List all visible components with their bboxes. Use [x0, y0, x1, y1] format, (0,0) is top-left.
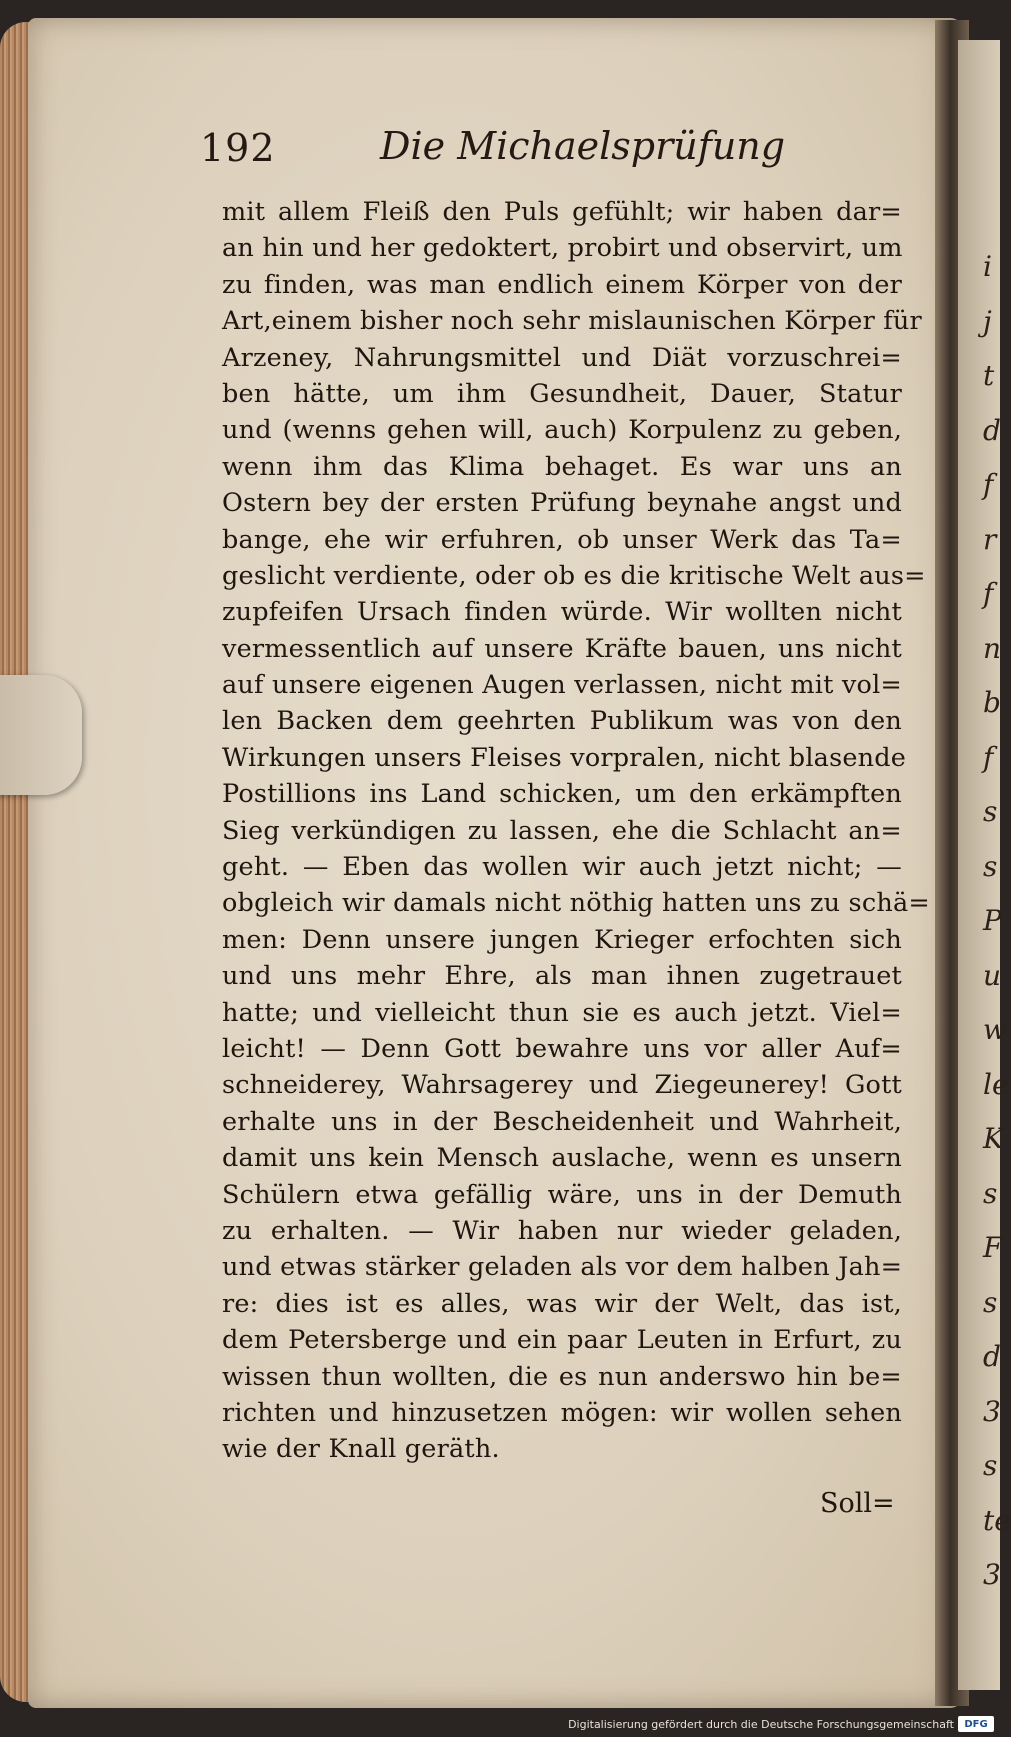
facing-page-glyph: f	[983, 577, 994, 610]
facing-page-glyph: d	[983, 413, 1001, 447]
text-line: schneiderey, Wahrsagerey und Ziegeunerey! Gott	[222, 1070, 902, 1101]
text-line: zu erhalten. — Wir haben nur wieder geladen,	[222, 1215, 902, 1246]
facing-page-glyph: u	[983, 958, 1002, 992]
text-line: Art,einem bisher noch sehr mislaunischen Körper für	[222, 306, 922, 337]
body-text	[222, 194, 930, 1468]
catchword: Soll=	[820, 1488, 895, 1519]
text-line: bange, ehe wir erfuhren, ob unser Werk das Ta=	[222, 524, 902, 555]
facing-page-glyph: s	[983, 795, 998, 828]
facing-page-glyph: j	[983, 304, 992, 338]
text-line: Ostern bey der ersten Prüfung beynahe angst und	[222, 488, 902, 519]
facing-page-glyph: le	[983, 1067, 1009, 1101]
facing-page-glyph: t	[983, 359, 995, 392]
text-line: damit uns kein Mensch auslache, wenn es unsern	[222, 1143, 902, 1174]
facing-page-glyph: F	[983, 1231, 1003, 1264]
text-line: mit allem Fleiß den Puls gefühlt; wir haben dar=	[222, 197, 902, 227]
text-line: geht. — Eben das wollen wir auch jetzt nicht; —	[222, 852, 902, 883]
text-line: geslicht verdiente, oder ob es die kritische Welt aus=	[222, 560, 926, 591]
facing-page-glyph: f	[983, 468, 994, 501]
facing-page-glyph: f	[983, 740, 994, 774]
facing-page-glyph: s	[983, 849, 998, 883]
facing-page-glyph: n	[983, 631, 1002, 665]
facing-page-glyph: te	[983, 1503, 1011, 1537]
facing-page-glyph: s	[983, 1449, 998, 1482]
text-line: und etwas stärker geladen als vor dem halben Jah=	[222, 1252, 903, 1283]
facing-page-glyph: 3	[983, 1558, 1001, 1591]
facing-page-glyph: s	[983, 1176, 998, 1210]
facing-page-glyph: i	[983, 250, 992, 283]
facing-page-glyph: b	[983, 686, 1001, 719]
text-line: Postillions ins Land schicken, um den erkämpften	[222, 779, 902, 810]
text-line: Sieg verkündigen zu lassen, ehe die Schlacht an=	[222, 815, 902, 846]
facing-page-glyph: 3	[983, 1394, 1001, 1428]
text-line: re: dies ist es alles, was wir der Welt, das ist,	[222, 1288, 902, 1319]
text-line: und (wenns gehen will, auch) Korpulenz zu geben,	[222, 415, 902, 446]
text-line: zupfeifen Ursach finden würde. Wir wollten nicht	[222, 597, 902, 628]
text-line: richten und hinzusetzen mögen: wir wollen sehen	[222, 1397, 902, 1428]
text-line: hatte; und vielleicht thun sie es auch jetzt. Viel=	[222, 997, 902, 1028]
page-header	[200, 122, 910, 182]
text-line: Wirkungen unsers Fleises vorpralen, nicht blasende	[222, 742, 907, 773]
text-line: wissen thun wollten, die es nun anderswo hin be=	[222, 1361, 902, 1392]
text-line: zu finden, was man endlich einem Körper von der	[222, 269, 902, 300]
text-line: men: Denn unsere jungen Krieger erfochten sich	[222, 924, 902, 955]
text-line: erhalte uns in der Bescheidenheit und Wahrheit,	[222, 1106, 902, 1137]
facing-page-glyph: K	[983, 1122, 1004, 1155]
digitization-credit: Digitalisierung gefördert durch die Deutsche Forschungsgemeinschaft	[568, 1718, 954, 1731]
dfg-logo-text: DFG	[964, 1718, 988, 1730]
page-number: 192	[200, 126, 276, 170]
text-line: Schülern etwa gefällig wäre, uns in der Demuth	[222, 1179, 902, 1210]
text-line: auf unsere eigenen Augen verlassen, nicht mit vol=	[222, 670, 902, 701]
text-line: obgleich wir damals nicht nöthig hatten uns zu schä=	[222, 888, 930, 919]
text-line: wie der Knall geräth.	[222, 1434, 500, 1465]
text-line: an hin und her gedoktert, probirt und observirt, um	[222, 233, 903, 264]
text-line: len Backen dem geehrten Publikum was von den	[222, 706, 902, 737]
text-line: wenn ihm das Klima behaget. Es war uns an	[222, 451, 902, 482]
text-line: Arzeney, Nahrungsmittel und Diät vorzuschrei=	[222, 342, 902, 373]
text-line: leicht! — Denn Gott bewahre uns vor aller Auf=	[222, 1033, 902, 1064]
text-line: vermessentlich auf unsere Kräfte bauen, uns nicht	[222, 633, 902, 664]
running-title: Die Michaelsprüfung	[380, 124, 786, 168]
clasp-tab	[0, 675, 82, 795]
text-line: dem Petersberge und ein paar Leuten in Erfurt, zu	[222, 1325, 902, 1356]
text-line: ben hätte, um ihm Gesundheit, Dauer, Statur	[222, 378, 902, 409]
dfg-logo	[958, 1716, 994, 1732]
facing-page-glyph: r	[983, 522, 997, 556]
facing-page-glyph: P	[983, 904, 1002, 937]
facing-page-glyph: s	[983, 1285, 998, 1319]
facing-page-glyph: d	[983, 1340, 1001, 1373]
text-line: und uns mehr Ehre, als man ihnen zugetrauet	[222, 961, 902, 992]
facing-page-glyph: w	[983, 1013, 1007, 1046]
